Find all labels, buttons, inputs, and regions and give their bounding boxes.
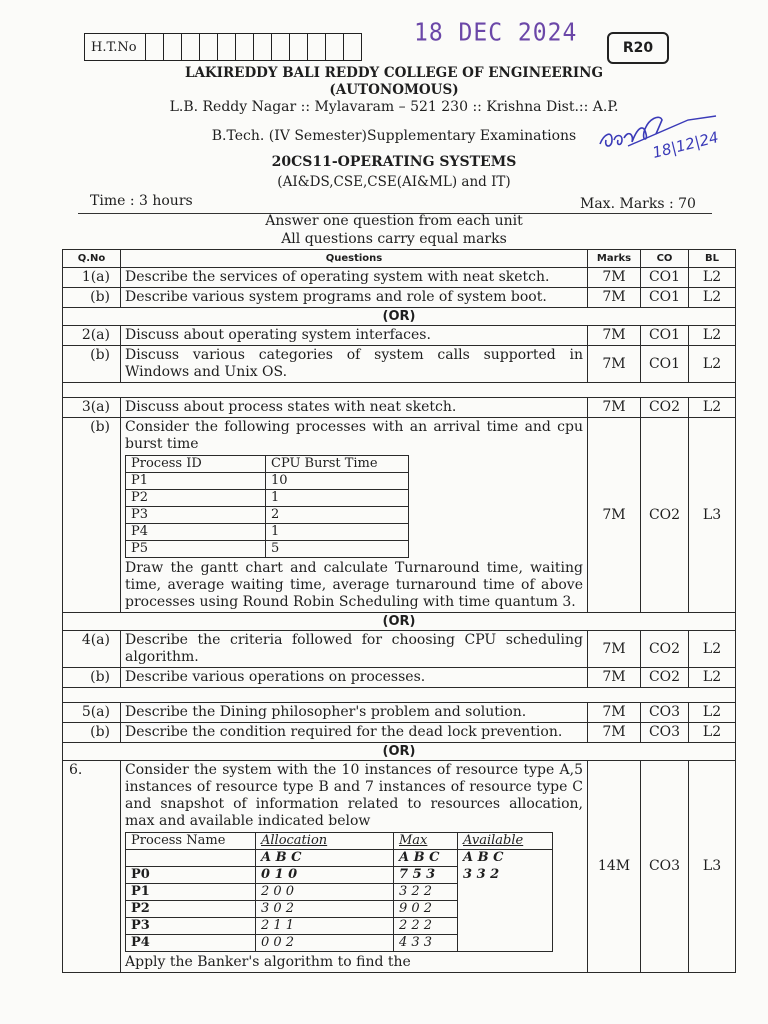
allocation-value: 0 0 2 bbox=[256, 935, 394, 952]
question-row-4b bbox=[63, 668, 736, 688]
blooms-level: L2 bbox=[689, 668, 736, 688]
unit-gap bbox=[63, 383, 736, 398]
marks: 7M bbox=[588, 631, 641, 668]
allocation-value: 3 0 2 bbox=[256, 901, 394, 918]
blooms-level: L3 bbox=[689, 761, 736, 973]
qno: (b) bbox=[63, 346, 121, 383]
process-name: P0 bbox=[126, 867, 256, 884]
hall-ticket-number-box bbox=[84, 33, 362, 61]
qno: 5(a) bbox=[63, 703, 121, 723]
marks: 7M bbox=[588, 703, 641, 723]
question-row-1b bbox=[63, 288, 736, 308]
blooms-level: L2 bbox=[689, 326, 736, 346]
abc-row bbox=[126, 850, 553, 867]
marks: 7M bbox=[588, 668, 641, 688]
process-id: P3 bbox=[126, 507, 266, 524]
question-text: Discuss about process states with neat sketch. bbox=[121, 398, 588, 418]
ht-cell bbox=[344, 34, 361, 60]
process-id: P2 bbox=[126, 490, 266, 507]
available-value: 3 3 2 bbox=[458, 867, 553, 952]
question-text: Discuss various categories of system calls supported in Windows and Unix OS. bbox=[121, 346, 588, 383]
question-text: Describe various system programs and role of system boot. bbox=[121, 288, 588, 308]
process-name: P2 bbox=[126, 901, 256, 918]
or-row bbox=[63, 613, 736, 631]
or-separator: (OR) bbox=[63, 743, 736, 761]
table-row bbox=[126, 473, 409, 490]
max-value: 4 3 3 bbox=[394, 935, 458, 952]
question-row-4a bbox=[63, 631, 736, 668]
question-text: Describe the criteria followed for choosing CPU scheduling algorithm. bbox=[121, 631, 588, 668]
question-row-6 bbox=[63, 761, 736, 973]
ht-cell bbox=[236, 34, 254, 60]
abc-label: A B C bbox=[256, 850, 394, 867]
svg-text:18|12|24: 18|12|24 bbox=[650, 128, 721, 162]
qno: (b) bbox=[63, 723, 121, 743]
or-row bbox=[63, 743, 736, 761]
question-body bbox=[121, 761, 588, 973]
blooms-level: L3 bbox=[689, 418, 736, 613]
table-row bbox=[126, 541, 409, 558]
or-separator: (OR) bbox=[63, 308, 736, 326]
course-outcome: CO2 bbox=[641, 631, 689, 668]
question-text: Describe the Dining philosopher's problem and solution. bbox=[121, 703, 588, 723]
question-intro: Consider the following processes with an arrival time and cpu burst time bbox=[125, 419, 583, 452]
marks: 7M bbox=[588, 326, 641, 346]
course-outcome: CO1 bbox=[641, 268, 689, 288]
process-name: P1 bbox=[126, 884, 256, 901]
date-stamp: 18 DEC 2024 bbox=[414, 18, 578, 48]
allocation-value: 0 1 0 bbox=[256, 867, 394, 884]
empty-cell bbox=[126, 850, 256, 867]
col-questions-header: Questions bbox=[121, 250, 588, 268]
allocation-header: Allocation bbox=[256, 833, 394, 850]
question-intro: Consider the system with the 10 instances of resource type A,5 instances of resource type B and 7 instances of resource type C and snapshot of information related to resources allocation, max and available indicated below bbox=[125, 762, 583, 829]
bankers-table bbox=[125, 832, 553, 952]
regulation-badge: R20 bbox=[607, 32, 669, 64]
ht-cell bbox=[182, 34, 200, 60]
bankers-table-header bbox=[126, 833, 553, 850]
col-bl-header: BL bbox=[689, 250, 736, 268]
course-outcome: CO3 bbox=[641, 703, 689, 723]
blooms-level: L2 bbox=[689, 703, 736, 723]
ht-cell bbox=[272, 34, 290, 60]
marks: 7M bbox=[588, 418, 641, 613]
question-body bbox=[121, 418, 588, 613]
max-value: 7 5 3 bbox=[394, 867, 458, 884]
ht-cell bbox=[146, 34, 164, 60]
process-table bbox=[125, 455, 409, 558]
course-outcome: CO1 bbox=[641, 326, 689, 346]
qno: 6. bbox=[63, 761, 121, 973]
table-row bbox=[126, 490, 409, 507]
marks: 7M bbox=[588, 346, 641, 383]
process-id: P4 bbox=[126, 524, 266, 541]
process-table-header bbox=[126, 456, 409, 473]
max-value: 2 2 2 bbox=[394, 918, 458, 935]
qno: 1(a) bbox=[63, 268, 121, 288]
instruction-two: All questions carry equal marks bbox=[281, 231, 507, 247]
qno: (b) bbox=[63, 288, 121, 308]
abc-label: A B C bbox=[394, 850, 458, 867]
marks: 7M bbox=[588, 288, 641, 308]
max-marks: Max. Marks : 70 bbox=[580, 196, 696, 212]
process-id: P1 bbox=[126, 473, 266, 490]
max-value: 9 0 2 bbox=[394, 901, 458, 918]
process-name-header: Process Name bbox=[126, 833, 256, 850]
table-row bbox=[126, 507, 409, 524]
question-table bbox=[62, 249, 736, 973]
burst-time: 10 bbox=[266, 473, 409, 490]
burst-time: 1 bbox=[266, 524, 409, 541]
college-name: LAKIREDDY BALI REDDY COLLEGE OF ENGINEERING bbox=[184, 65, 604, 81]
ht-cell bbox=[308, 34, 326, 60]
question-outro: Draw the gantt chart and calculate Turnaround time, waiting time, average waiting time, average turnaround time of above processes using Round Robin Scheduling with time quantum 3. bbox=[125, 560, 583, 610]
table-row bbox=[126, 524, 409, 541]
branches: (AI&DS,CSE,CSE(AI&ML) and IT) bbox=[277, 174, 511, 190]
question-row-3b bbox=[63, 418, 736, 613]
question-text: Describe the services of operating system with neat sketch. bbox=[121, 268, 588, 288]
college-address: L.B. Reddy Nagar :: Mylavaram – 521 230 :: Krishna Dist.:: A.P. bbox=[169, 99, 619, 115]
question-row-3a bbox=[63, 398, 736, 418]
course-outcome: CO2 bbox=[641, 398, 689, 418]
ht-cell bbox=[200, 34, 218, 60]
course-outcome: CO2 bbox=[641, 668, 689, 688]
burst-time: 5 bbox=[266, 541, 409, 558]
hall-ticket-label: H.T.No bbox=[85, 34, 146, 60]
process-id-header: Process ID bbox=[126, 456, 266, 473]
qno: 3(a) bbox=[63, 398, 121, 418]
process-name: P3 bbox=[126, 918, 256, 935]
abc-label: A B C bbox=[458, 850, 553, 867]
blooms-level: L2 bbox=[689, 346, 736, 383]
burst-time: 1 bbox=[266, 490, 409, 507]
marks: 7M bbox=[588, 723, 641, 743]
blooms-level: L2 bbox=[689, 723, 736, 743]
exam-title: B.Tech. (IV Semester)Supplementary Examinations bbox=[211, 128, 577, 144]
marks: 14M bbox=[588, 761, 641, 973]
allocation-value: 2 0 0 bbox=[256, 884, 394, 901]
table-header-row bbox=[63, 250, 736, 268]
blooms-level: L2 bbox=[689, 288, 736, 308]
blooms-level: L2 bbox=[689, 398, 736, 418]
col-qno-header: Q.No bbox=[63, 250, 121, 268]
question-text: Discuss about operating system interfaces. bbox=[121, 326, 588, 346]
blooms-level: L2 bbox=[689, 631, 736, 668]
or-separator: (OR) bbox=[63, 613, 736, 631]
burst-time: 2 bbox=[266, 507, 409, 524]
marks: 7M bbox=[588, 398, 641, 418]
allocation-value: 2 1 1 bbox=[256, 918, 394, 935]
autonomous-label: (AUTONOMOUS) bbox=[329, 82, 459, 98]
burst-time-header: CPU Burst Time bbox=[266, 456, 409, 473]
question-text: Describe the condition required for the dead lock prevention. bbox=[121, 723, 588, 743]
question-row-5b bbox=[63, 723, 736, 743]
question-text: Describe various operations on processes. bbox=[121, 668, 588, 688]
qno: (b) bbox=[63, 418, 121, 613]
blooms-level: L2 bbox=[689, 268, 736, 288]
col-co-header: CO bbox=[641, 250, 689, 268]
course-outcome: CO3 bbox=[641, 723, 689, 743]
course-outcome: CO1 bbox=[641, 288, 689, 308]
unit-gap bbox=[63, 688, 736, 703]
ht-cell bbox=[326, 34, 344, 60]
qno: (b) bbox=[63, 668, 121, 688]
exam-duration: Time : 3 hours bbox=[90, 193, 193, 209]
available-header: Available bbox=[458, 833, 553, 850]
course-outcome: CO3 bbox=[641, 761, 689, 973]
ht-cell bbox=[218, 34, 236, 60]
course-outcome: CO1 bbox=[641, 346, 689, 383]
max-header: Max bbox=[394, 833, 458, 850]
instruction-one: Answer one question from each unit bbox=[265, 213, 523, 229]
question-row-2b bbox=[63, 346, 736, 383]
question-row-1a bbox=[63, 268, 736, 288]
question-outro: Apply the Banker's algorithm to find the bbox=[125, 954, 411, 970]
course-outcome: CO2 bbox=[641, 418, 689, 613]
ht-cell bbox=[164, 34, 182, 60]
qno: 2(a) bbox=[63, 326, 121, 346]
course-code: 20CS11-OPERATING SYSTEMS bbox=[271, 154, 517, 170]
table-row bbox=[126, 867, 553, 884]
ht-cell bbox=[254, 34, 272, 60]
marks: 7M bbox=[588, 268, 641, 288]
or-row bbox=[63, 308, 736, 326]
process-name: P4 bbox=[126, 935, 256, 952]
question-row-2a bbox=[63, 326, 736, 346]
max-value: 3 2 2 bbox=[394, 884, 458, 901]
col-marks-header: Marks bbox=[588, 250, 641, 268]
qno: 4(a) bbox=[63, 631, 121, 668]
process-id: P5 bbox=[126, 541, 266, 558]
question-row-5a bbox=[63, 703, 736, 723]
ht-cell bbox=[290, 34, 308, 60]
